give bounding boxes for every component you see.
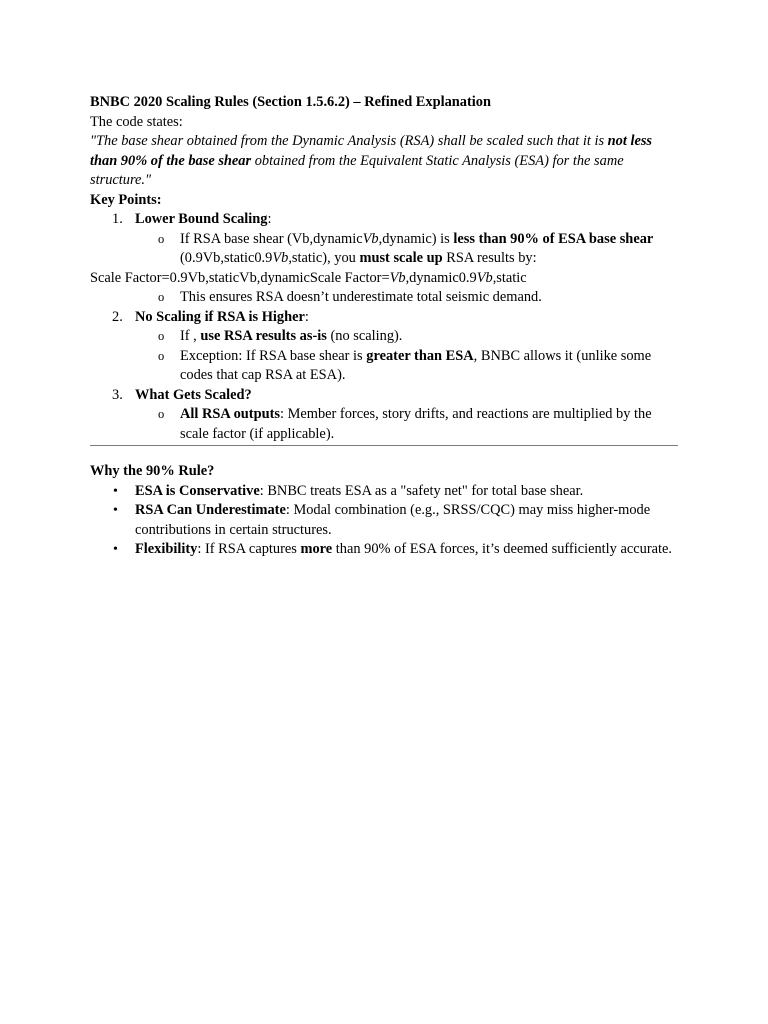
sub-list-item: o If RSA base shear (Vb,dynamicVb,dynamic) is less than 90% of ESA base shear (0.9Vb,static0.9Vb,static), you must scale up RSA results by: (158, 230, 654, 266)
list-number: 1. (112, 211, 123, 227)
code-quote: "The base shear obtained from the Dynamic Analysis (RSA) shall be scaled such that it is not less than 90% of the base shear obtained from the Equivalent Static Analysis (ESA) for the same structure." (90, 133, 653, 188)
list-number: 3. (112, 386, 123, 403)
sub-bullet: o (158, 231, 165, 246)
scale-factor-formula: Scale Factor=0.9Vb,staticVb,dynamicScale Factor=Vb,dynamic0.9Vb,static (90, 269, 527, 286)
key-points-heading: Key Points: (90, 191, 162, 208)
bullet-item: • Flexibility: If RSA captures more than 90% of ESA forces, it’s deemed sufficiently accurate. (90, 540, 678, 560)
bullet-dot: • (113, 483, 118, 499)
list-item-lower-bound-scaling: 1. Lower Bound Scaling: (90, 210, 678, 230)
sub-bullet: o (158, 348, 165, 363)
list-item-no-scaling: 2. No Scaling if RSA is Higher: (90, 308, 678, 328)
bullet-item: • RSA Can Underestimate: Modal combination (e.g., SRSS/CQC) may miss higher-mode contributions in certain structures. (113, 502, 651, 538)
list-number: 2. (112, 308, 123, 325)
sub-bullet: o (158, 407, 165, 421)
sub-list-item: o If , use RSA results as-is (no scaling). (90, 327, 678, 347)
sub-list-item: o Exception: If RSA base shear is greater than ESA, BNBC allows it (unlike some codes that cap RSA at ESA). (158, 347, 652, 383)
bullet-dot: • (113, 503, 118, 518)
why-heading: Why the 90% Rule? (90, 463, 215, 479)
sub-list-item: o All RSA outputs: Member forces, story drifts, and reactions are multiplied by the scale factor (if applicable). (158, 406, 652, 442)
item-title: No Scaling if RSA is Higher (135, 308, 305, 325)
document-title: BNBC 2020 Scaling Rules (Section 1.5.6.2) – Refined Explanation (90, 94, 491, 110)
sub-list-item: o This ensures RSA doesn’t underestimate total seismic demand. (90, 288, 678, 308)
sub-bullet: o (158, 329, 165, 343)
bullet-item: • ESA is Conservative: BNBC treats ESA as a "safety net" for total base shear. (90, 482, 678, 502)
bullet-dot: • (113, 542, 118, 557)
document-body (90, 93, 678, 560)
sub-bullet: o (158, 290, 165, 304)
item-title: What Gets Scaled? (135, 386, 252, 403)
item-title: Lower Bound Scaling (135, 211, 268, 227)
intro-text: The code states: (90, 113, 183, 130)
list-item-what-gets-scaled (90, 386, 678, 406)
